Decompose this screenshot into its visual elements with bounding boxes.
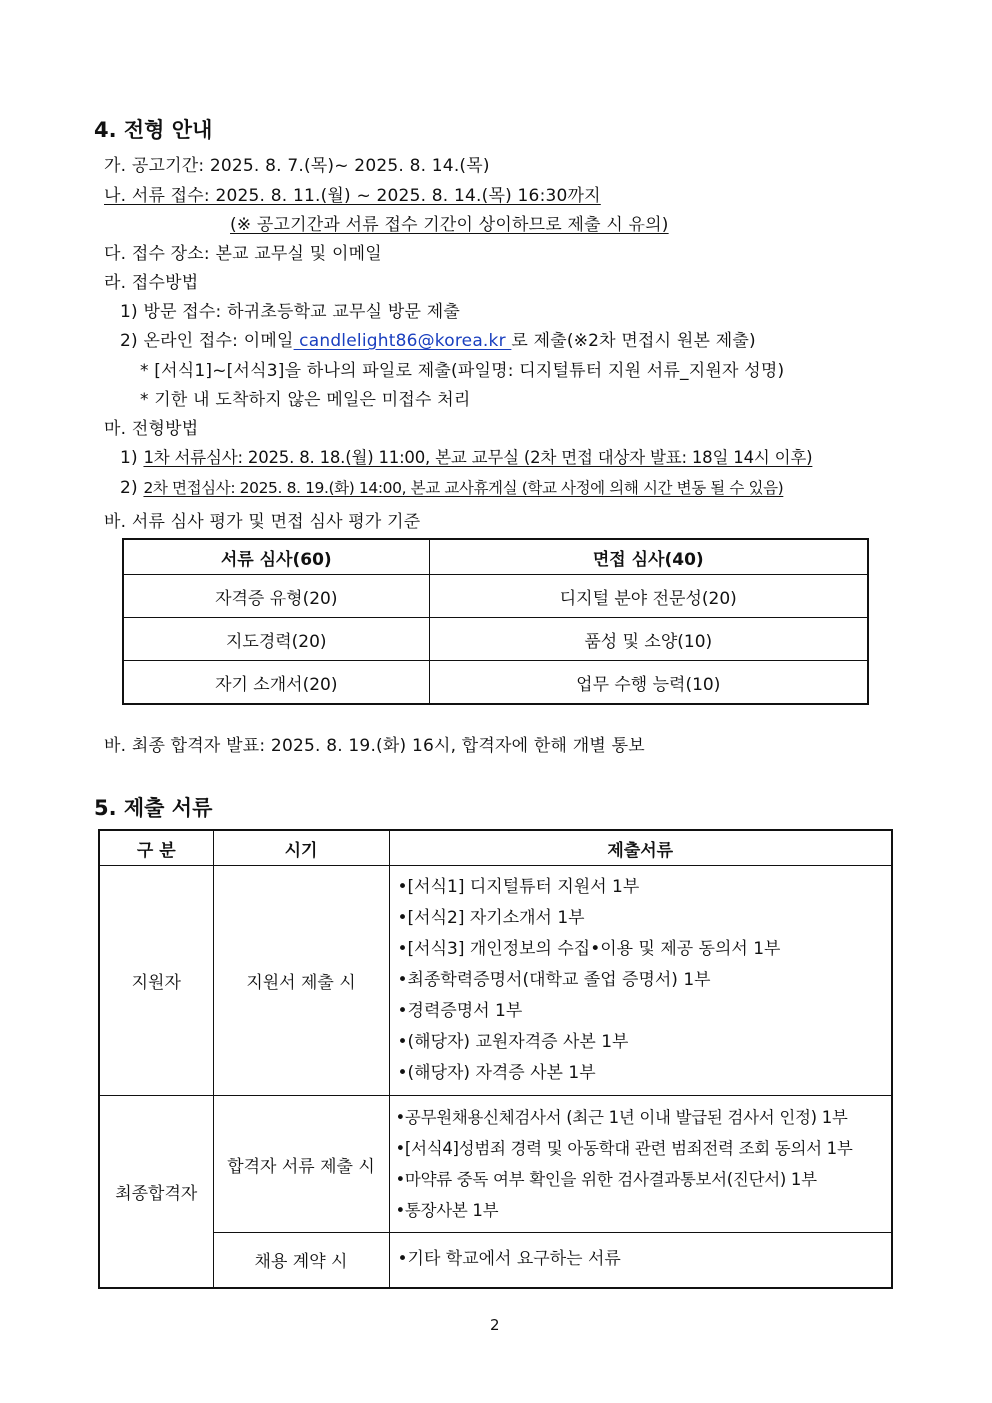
selection-method-title: 마. 전형방법 — [104, 419, 199, 439]
category-cell: 최종합격자 — [99, 1096, 213, 1288]
list-item: •마약류 중독 여부 확인을 위한 검사결과통보서(진단서) 1부 — [395, 1170, 817, 1189]
list-item: •[서식2] 자기소개서 1부 — [397, 908, 585, 928]
category-header: 구 분 — [99, 830, 213, 866]
timing-cell: 채용 계약 시 — [213, 1233, 389, 1288]
timing-cell: 지원서 제출 시 — [213, 866, 389, 1096]
online-submission-suffix: 로 제출(※2차 면접시 원본 제출) — [511, 331, 756, 351]
section4-heading: 4. 전형 안내 — [94, 118, 213, 142]
table-row — [123, 575, 868, 618]
table-cell: 업무 수행 능력(10) — [429, 661, 868, 705]
table-header-row — [99, 830, 892, 866]
timing-header: 시기 — [213, 830, 389, 866]
online-submission-prefix: 2) 온라인 접수: 이메일 — [120, 331, 294, 351]
category-cell: 지원자 — [99, 866, 213, 1096]
documents-header: 제출서류 — [389, 830, 892, 866]
table-row — [99, 866, 892, 1096]
table-cell: 디지털 분야 전문성(20) — [429, 575, 868, 618]
second-interview — [120, 476, 783, 498]
evaluation-criteria-title: 바. 서류 심사 평가 및 면접 심사 평가 기준 — [104, 512, 421, 532]
table-cell: 자격증 유형(20) — [123, 575, 429, 618]
documents-cell — [389, 866, 892, 1096]
list-item: •[서식3] 개인정보의 수집•이용 및 제공 동의서 1부 — [397, 939, 781, 959]
list-item: •기타 학교에서 요구하는 서류 — [397, 1249, 621, 1270]
submission-method-title: 라. 접수방법 — [104, 273, 199, 293]
section5-heading: 5. 제출 서류 — [94, 796, 213, 820]
table-row — [123, 618, 868, 661]
list-item: •[서식4]성범죄 경력 및 아동학대 관련 범죄전력 조회 동의서 1부 — [395, 1139, 853, 1158]
document-submission-period: 나. 서류 접수: 2025. 8. 11.(월) ~ 2025. 8. 14.(목) 16:30까지 — [104, 186, 601, 206]
documents-cell — [389, 1096, 892, 1233]
file-note: * [서식1]~[서식3]을 하나의 파일로 제출(파일명: 디지털튜터 지원 서류_지원자 성명) — [140, 361, 785, 381]
required-documents-table — [98, 829, 893, 1289]
table-cell: 자기 소개서(20) — [123, 661, 429, 705]
second-interview-number: 2) — [120, 478, 138, 498]
table-row — [123, 661, 868, 705]
list-item: •최종학력증명서(대학교 졸업 증명서) 1부 — [397, 970, 711, 990]
first-screening — [120, 444, 812, 468]
list-item: •(해당자) 자격증 사본 1부 — [397, 1063, 596, 1083]
list-item: •통장사본 1부 — [395, 1201, 499, 1220]
table-row — [99, 1096, 892, 1233]
table-header-row — [123, 539, 868, 575]
timing-cell: 합격자 서류 제출 시 — [213, 1096, 389, 1233]
evaluation-criteria-table — [122, 538, 869, 705]
documents-cell — [389, 1233, 892, 1288]
table-cell: 품성 및 소양(10) — [429, 618, 868, 661]
visit-submission: 1) 방문 접수: 하귀초등학교 교무실 방문 제출 — [120, 302, 460, 322]
deadline-note: * 기한 내 도착하지 않은 메일은 미접수 처리 — [140, 390, 471, 410]
submission-note: (※ 공고기간과 서류 접수 기간이 상이하므로 제출 시 유의) — [230, 215, 669, 235]
first-screening-number: 1) — [120, 448, 138, 468]
final-announcement: 바. 최종 합격자 발표: 2025. 8. 19.(화) 16시, 합격자에 한해 개별 통보 — [104, 736, 645, 756]
first-screening-text: 1차 서류심사: 2025. 8. 18.(월) 11:00, 본교 교무실 (2차 면접 대상자 발표: 18일 14시 이후) — [143, 448, 813, 467]
interview-screening-header: 면접 심사(40) — [429, 539, 868, 575]
table-cell: 지도경력(20) — [123, 618, 429, 661]
submission-location: 다. 접수 장소: 본교 교무실 및 이메일 — [104, 244, 382, 264]
email-link[interactable]: candlelight86@korea.kr — [293, 331, 512, 351]
second-interview-text: 2차 면접심사: 2025. 8. 19.(화) 14:00, 본교 교사휴게실 (학교 사정에 의해 시간 변동 될 수 있음) — [143, 479, 784, 497]
table-row — [99, 1233, 892, 1288]
list-item: •(해당자) 교원자격증 사본 1부 — [397, 1032, 629, 1052]
list-item: •경력증명서 1부 — [397, 1001, 523, 1021]
list-item: •공무원채용신체검사서 (최근 1년 이내 발급된 검사서 인정) 1부 — [395, 1108, 848, 1127]
online-submission — [120, 326, 756, 351]
list-item: •[서식1] 디지털튜터 지원서 1부 — [397, 877, 640, 897]
announcement-period: 가. 공고기간: 2025. 8. 7.(목)~ 2025. 8. 14.(목) — [104, 156, 490, 176]
page-number: 2 — [490, 1316, 500, 1334]
document-screening-header: 서류 심사(60) — [123, 539, 429, 575]
